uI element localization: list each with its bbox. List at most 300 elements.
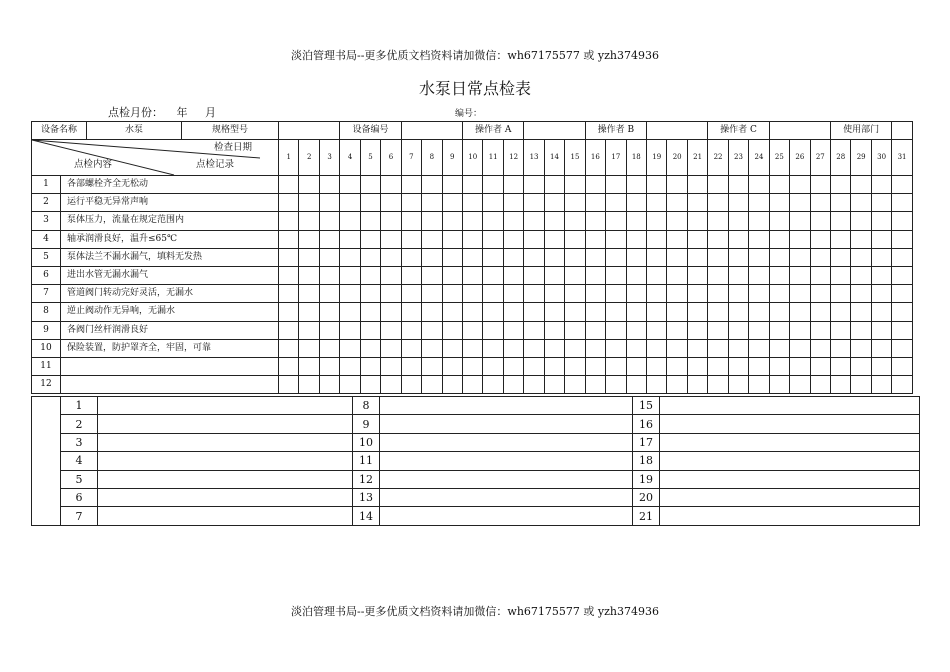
record-cell[interactable] <box>299 230 319 248</box>
record-cell[interactable] <box>544 321 564 339</box>
record-cell[interactable] <box>626 266 646 284</box>
record-cell[interactable] <box>401 376 421 394</box>
record-cell[interactable] <box>319 321 339 339</box>
record-cell[interactable] <box>892 248 912 266</box>
record-cell[interactable] <box>483 230 503 248</box>
record-cell[interactable] <box>728 176 748 194</box>
record-cell[interactable] <box>769 176 789 194</box>
record-cell[interactable] <box>463 266 483 284</box>
record-cell[interactable] <box>769 321 789 339</box>
record-cell[interactable] <box>483 248 503 266</box>
record-cell[interactable] <box>503 376 523 394</box>
record-cell[interactable] <box>749 303 769 321</box>
record-cell[interactable] <box>892 212 912 230</box>
record-cell[interactable] <box>831 194 851 212</box>
record-cell[interactable] <box>340 321 360 339</box>
record-cell[interactable] <box>565 321 585 339</box>
record-cell[interactable] <box>585 357 605 375</box>
record-cell[interactable] <box>544 376 564 394</box>
record-cell[interactable] <box>422 266 442 284</box>
record-cell[interactable] <box>544 230 564 248</box>
summary-entry[interactable] <box>98 397 353 415</box>
record-cell[interactable] <box>360 230 380 248</box>
record-cell[interactable] <box>524 194 544 212</box>
record-cell[interactable] <box>851 212 871 230</box>
record-cell[interactable] <box>606 248 626 266</box>
record-cell[interactable] <box>708 357 728 375</box>
record-cell[interactable] <box>769 266 789 284</box>
record-cell[interactable] <box>340 194 360 212</box>
record-cell[interactable] <box>585 339 605 357</box>
record-cell[interactable] <box>544 248 564 266</box>
record-cell[interactable] <box>851 339 871 357</box>
record-cell[interactable] <box>871 285 891 303</box>
record-cell[interactable] <box>381 194 401 212</box>
record-cell[interactable] <box>381 357 401 375</box>
record-cell[interactable] <box>749 230 769 248</box>
record-cell[interactable] <box>871 303 891 321</box>
record-cell[interactable] <box>299 285 319 303</box>
record-cell[interactable] <box>340 212 360 230</box>
record-cell[interactable] <box>769 212 789 230</box>
record-cell[interactable] <box>708 321 728 339</box>
summary-entry[interactable] <box>380 488 633 506</box>
record-cell[interactable] <box>606 266 626 284</box>
record-cell[interactable] <box>687 339 707 357</box>
record-cell[interactable] <box>851 176 871 194</box>
record-cell[interactable] <box>667 303 687 321</box>
record-cell[interactable] <box>585 266 605 284</box>
record-cell[interactable] <box>279 176 299 194</box>
record-cell[interactable] <box>319 339 339 357</box>
record-cell[interactable] <box>503 248 523 266</box>
record-cell[interactable] <box>626 176 646 194</box>
record-cell[interactable] <box>319 212 339 230</box>
record-cell[interactable] <box>851 376 871 394</box>
record-cell[interactable] <box>524 266 544 284</box>
spec-value[interactable] <box>279 122 340 140</box>
record-cell[interactable] <box>667 376 687 394</box>
record-cell[interactable] <box>279 321 299 339</box>
record-cell[interactable] <box>769 357 789 375</box>
record-cell[interactable] <box>687 248 707 266</box>
record-cell[interactable] <box>810 303 830 321</box>
record-cell[interactable] <box>810 230 830 248</box>
record-cell[interactable] <box>871 176 891 194</box>
record-cell[interactable] <box>626 339 646 357</box>
record-cell[interactable] <box>319 303 339 321</box>
record-cell[interactable] <box>279 357 299 375</box>
record-cell[interactable] <box>279 376 299 394</box>
record-cell[interactable] <box>565 212 585 230</box>
record-cell[interactable] <box>708 194 728 212</box>
record-cell[interactable] <box>299 303 319 321</box>
record-cell[interactable] <box>463 230 483 248</box>
record-cell[interactable] <box>790 321 810 339</box>
record-cell[interactable] <box>728 248 748 266</box>
record-cell[interactable] <box>463 194 483 212</box>
record-cell[interactable] <box>422 303 442 321</box>
record-cell[interactable] <box>606 357 626 375</box>
record-cell[interactable] <box>647 357 667 375</box>
operator-c-value[interactable] <box>769 122 830 140</box>
record-cell[interactable] <box>851 321 871 339</box>
record-cell[interactable] <box>401 212 421 230</box>
record-cell[interactable] <box>667 321 687 339</box>
record-cell[interactable] <box>565 194 585 212</box>
record-cell[interactable] <box>442 230 462 248</box>
record-cell[interactable] <box>708 285 728 303</box>
record-cell[interactable] <box>279 339 299 357</box>
record-cell[interactable] <box>381 321 401 339</box>
record-cell[interactable] <box>606 303 626 321</box>
record-cell[interactable] <box>360 212 380 230</box>
record-cell[interactable] <box>422 357 442 375</box>
record-cell[interactable] <box>892 266 912 284</box>
record-cell[interactable] <box>483 321 503 339</box>
record-cell[interactable] <box>647 376 667 394</box>
record-cell[interactable] <box>851 285 871 303</box>
record-cell[interactable] <box>340 230 360 248</box>
record-cell[interactable] <box>524 357 544 375</box>
record-cell[interactable] <box>360 339 380 357</box>
record-cell[interactable] <box>749 376 769 394</box>
dept-value[interactable] <box>892 122 913 140</box>
record-cell[interactable] <box>565 303 585 321</box>
record-cell[interactable] <box>810 266 830 284</box>
record-cell[interactable] <box>463 321 483 339</box>
record-cell[interactable] <box>401 248 421 266</box>
record-cell[interactable] <box>790 285 810 303</box>
record-cell[interactable] <box>381 303 401 321</box>
record-cell[interactable] <box>585 285 605 303</box>
record-cell[interactable] <box>831 303 851 321</box>
record-cell[interactable] <box>299 321 319 339</box>
record-cell[interactable] <box>565 339 585 357</box>
record-cell[interactable] <box>831 176 851 194</box>
record-cell[interactable] <box>319 357 339 375</box>
record-cell[interactable] <box>463 212 483 230</box>
record-cell[interactable] <box>667 357 687 375</box>
record-cell[interactable] <box>687 176 707 194</box>
record-cell[interactable] <box>442 321 462 339</box>
record-cell[interactable] <box>319 376 339 394</box>
record-cell[interactable] <box>340 248 360 266</box>
record-cell[interactable] <box>667 212 687 230</box>
record-cell[interactable] <box>831 248 851 266</box>
record-cell[interactable] <box>749 266 769 284</box>
record-cell[interactable] <box>769 376 789 394</box>
record-cell[interactable] <box>626 230 646 248</box>
record-cell[interactable] <box>892 194 912 212</box>
summary-entry[interactable] <box>98 415 353 433</box>
record-cell[interactable] <box>892 339 912 357</box>
record-cell[interactable] <box>279 266 299 284</box>
equipment-no-value[interactable] <box>401 122 462 140</box>
record-cell[interactable] <box>810 212 830 230</box>
record-cell[interactable] <box>769 194 789 212</box>
record-cell[interactable] <box>871 266 891 284</box>
record-cell[interactable] <box>667 266 687 284</box>
record-cell[interactable] <box>401 285 421 303</box>
record-cell[interactable] <box>728 230 748 248</box>
record-cell[interactable] <box>340 357 360 375</box>
record-cell[interactable] <box>647 248 667 266</box>
record-cell[interactable] <box>667 248 687 266</box>
summary-entry[interactable] <box>98 488 353 506</box>
summary-entry[interactable] <box>380 470 633 488</box>
record-cell[interactable] <box>381 285 401 303</box>
record-cell[interactable] <box>360 176 380 194</box>
record-cell[interactable] <box>585 376 605 394</box>
summary-entry[interactable] <box>98 470 353 488</box>
record-cell[interactable] <box>728 285 748 303</box>
record-cell[interactable] <box>892 357 912 375</box>
record-cell[interactable] <box>381 230 401 248</box>
record-cell[interactable] <box>483 285 503 303</box>
record-cell[interactable] <box>626 248 646 266</box>
record-cell[interactable] <box>585 303 605 321</box>
record-cell[interactable] <box>708 303 728 321</box>
record-cell[interactable] <box>871 194 891 212</box>
summary-entry[interactable] <box>660 452 920 470</box>
record-cell[interactable] <box>422 212 442 230</box>
record-cell[interactable] <box>503 176 523 194</box>
summary-entry[interactable] <box>660 433 920 451</box>
record-cell[interactable] <box>790 212 810 230</box>
record-cell[interactable] <box>442 248 462 266</box>
record-cell[interactable] <box>524 285 544 303</box>
record-cell[interactable] <box>687 303 707 321</box>
summary-entry[interactable] <box>660 397 920 415</box>
record-cell[interactable] <box>708 339 728 357</box>
record-cell[interactable] <box>463 248 483 266</box>
record-cell[interactable] <box>340 285 360 303</box>
summary-entry[interactable] <box>660 470 920 488</box>
record-cell[interactable] <box>503 266 523 284</box>
record-cell[interactable] <box>728 194 748 212</box>
record-cell[interactable] <box>728 321 748 339</box>
record-cell[interactable] <box>831 339 851 357</box>
record-cell[interactable] <box>749 248 769 266</box>
record-cell[interactable] <box>503 339 523 357</box>
record-cell[interactable] <box>585 212 605 230</box>
record-cell[interactable] <box>544 285 564 303</box>
record-cell[interactable] <box>401 194 421 212</box>
record-cell[interactable] <box>483 303 503 321</box>
record-cell[interactable] <box>340 376 360 394</box>
record-cell[interactable] <box>299 176 319 194</box>
record-cell[interactable] <box>340 176 360 194</box>
record-cell[interactable] <box>442 303 462 321</box>
record-cell[interactable] <box>626 357 646 375</box>
record-cell[interactable] <box>810 248 830 266</box>
record-cell[interactable] <box>565 266 585 284</box>
record-cell[interactable] <box>626 194 646 212</box>
record-cell[interactable] <box>483 176 503 194</box>
record-cell[interactable] <box>851 266 871 284</box>
record-cell[interactable] <box>892 321 912 339</box>
record-cell[interactable] <box>319 230 339 248</box>
record-cell[interactable] <box>401 230 421 248</box>
record-cell[interactable] <box>606 339 626 357</box>
record-cell[interactable] <box>299 339 319 357</box>
record-cell[interactable] <box>503 357 523 375</box>
record-cell[interactable] <box>544 176 564 194</box>
record-cell[interactable] <box>749 357 769 375</box>
record-cell[interactable] <box>831 230 851 248</box>
record-cell[interactable] <box>381 339 401 357</box>
record-cell[interactable] <box>279 285 299 303</box>
record-cell[interactable] <box>565 376 585 394</box>
record-cell[interactable] <box>463 339 483 357</box>
record-cell[interactable] <box>708 176 728 194</box>
record-cell[interactable] <box>381 266 401 284</box>
record-cell[interactable] <box>647 303 667 321</box>
record-cell[interactable] <box>892 176 912 194</box>
record-cell[interactable] <box>851 303 871 321</box>
record-cell[interactable] <box>790 266 810 284</box>
record-cell[interactable] <box>810 376 830 394</box>
summary-entry[interactable] <box>380 397 633 415</box>
record-cell[interactable] <box>790 357 810 375</box>
record-cell[interactable] <box>667 230 687 248</box>
record-cell[interactable] <box>585 248 605 266</box>
record-cell[interactable] <box>708 230 728 248</box>
record-cell[interactable] <box>626 285 646 303</box>
record-cell[interactable] <box>299 376 319 394</box>
record-cell[interactable] <box>871 212 891 230</box>
summary-entry[interactable] <box>380 452 633 470</box>
record-cell[interactable] <box>279 303 299 321</box>
record-cell[interactable] <box>749 339 769 357</box>
record-cell[interactable] <box>687 266 707 284</box>
record-cell[interactable] <box>831 285 851 303</box>
record-cell[interactable] <box>422 194 442 212</box>
record-cell[interactable] <box>360 376 380 394</box>
record-cell[interactable] <box>381 212 401 230</box>
record-cell[interactable] <box>299 266 319 284</box>
record-cell[interactable] <box>606 376 626 394</box>
record-cell[interactable] <box>422 230 442 248</box>
record-cell[interactable] <box>319 176 339 194</box>
record-cell[interactable] <box>728 266 748 284</box>
record-cell[interactable] <box>769 285 789 303</box>
record-cell[interactable] <box>544 357 564 375</box>
record-cell[interactable] <box>687 376 707 394</box>
record-cell[interactable] <box>606 194 626 212</box>
record-cell[interactable] <box>749 194 769 212</box>
record-cell[interactable] <box>810 321 830 339</box>
record-cell[interactable] <box>422 321 442 339</box>
record-cell[interactable] <box>503 285 523 303</box>
record-cell[interactable] <box>401 303 421 321</box>
record-cell[interactable] <box>463 357 483 375</box>
record-cell[interactable] <box>728 357 748 375</box>
record-cell[interactable] <box>279 212 299 230</box>
record-cell[interactable] <box>319 194 339 212</box>
record-cell[interactable] <box>442 194 462 212</box>
record-cell[interactable] <box>647 176 667 194</box>
record-cell[interactable] <box>687 285 707 303</box>
summary-entry[interactable] <box>98 507 353 525</box>
record-cell[interactable] <box>892 285 912 303</box>
record-cell[interactable] <box>790 339 810 357</box>
record-cell[interactable] <box>422 248 442 266</box>
record-cell[interactable] <box>483 357 503 375</box>
record-cell[interactable] <box>483 339 503 357</box>
record-cell[interactable] <box>749 176 769 194</box>
record-cell[interactable] <box>626 212 646 230</box>
record-cell[interactable] <box>790 194 810 212</box>
record-cell[interactable] <box>790 176 810 194</box>
record-cell[interactable] <box>319 248 339 266</box>
summary-entry[interactable] <box>380 433 633 451</box>
record-cell[interactable] <box>442 285 462 303</box>
record-cell[interactable] <box>790 248 810 266</box>
record-cell[interactable] <box>524 376 544 394</box>
equipment-name-value[interactable]: 水泵 <box>87 122 182 140</box>
record-cell[interactable] <box>810 357 830 375</box>
record-cell[interactable] <box>442 357 462 375</box>
record-cell[interactable] <box>728 303 748 321</box>
record-cell[interactable] <box>565 176 585 194</box>
record-cell[interactable] <box>483 376 503 394</box>
record-cell[interactable] <box>279 194 299 212</box>
operator-b-value[interactable] <box>647 122 708 140</box>
record-cell[interactable] <box>360 357 380 375</box>
record-cell[interactable] <box>299 212 319 230</box>
record-cell[interactable] <box>647 194 667 212</box>
operator-a-value[interactable] <box>524 122 585 140</box>
record-cell[interactable] <box>851 194 871 212</box>
record-cell[interactable] <box>810 285 830 303</box>
record-cell[interactable] <box>831 266 851 284</box>
record-cell[interactable] <box>667 339 687 357</box>
record-cell[interactable] <box>524 212 544 230</box>
record-cell[interactable] <box>892 376 912 394</box>
record-cell[interactable] <box>442 176 462 194</box>
record-cell[interactable] <box>422 176 442 194</box>
record-cell[interactable] <box>585 321 605 339</box>
record-cell[interactable] <box>831 212 851 230</box>
record-cell[interactable] <box>810 176 830 194</box>
record-cell[interactable] <box>463 176 483 194</box>
record-cell[interactable] <box>831 357 851 375</box>
record-cell[interactable] <box>565 248 585 266</box>
record-cell[interactable] <box>340 303 360 321</box>
record-cell[interactable] <box>647 266 667 284</box>
record-cell[interactable] <box>626 303 646 321</box>
record-cell[interactable] <box>687 321 707 339</box>
record-cell[interactable] <box>503 194 523 212</box>
record-cell[interactable] <box>810 339 830 357</box>
record-cell[interactable] <box>790 230 810 248</box>
record-cell[interactable] <box>606 212 626 230</box>
summary-entry[interactable] <box>660 488 920 506</box>
record-cell[interactable] <box>381 376 401 394</box>
record-cell[interactable] <box>871 357 891 375</box>
record-cell[interactable] <box>871 339 891 357</box>
record-cell[interactable] <box>585 230 605 248</box>
summary-entry[interactable] <box>98 452 353 470</box>
record-cell[interactable] <box>687 212 707 230</box>
record-cell[interactable] <box>871 376 891 394</box>
record-cell[interactable] <box>606 230 626 248</box>
record-cell[interactable] <box>422 285 442 303</box>
record-cell[interactable] <box>503 321 523 339</box>
record-cell[interactable] <box>892 230 912 248</box>
